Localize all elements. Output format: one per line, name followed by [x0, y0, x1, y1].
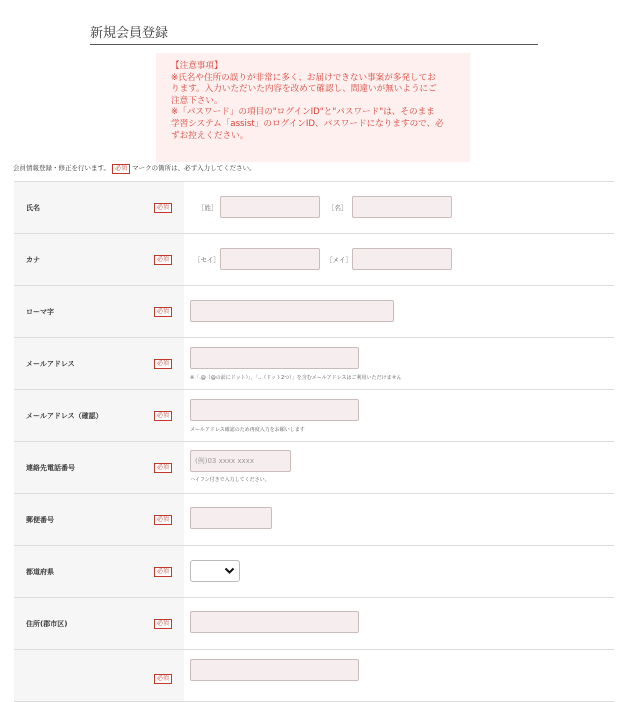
last-kana-prefix: ［セイ］: [194, 256, 220, 264]
required-badge: 必須: [154, 411, 172, 421]
form-row-next: [14, 650, 614, 702]
first-name-input[interactable]: [352, 196, 452, 218]
required-badge: 必須: [154, 619, 172, 629]
form-row-email: [14, 338, 614, 390]
notice-line: ※「パスワード」の項目の"ログインID"と"パスワード"は、そのまま: [171, 107, 435, 118]
form-row-name: [14, 182, 614, 234]
email-hint: ※「.@（@の前にドット）」、「..（ドット2つ）」を含むメールアドレスはご利用いただけません: [190, 375, 402, 381]
field-label: 氏名: [26, 203, 40, 212]
form-row-phone: [14, 442, 614, 494]
notice-box: [156, 53, 470, 162]
field-label: メールアドレス（確認）: [26, 411, 103, 420]
romaji-input[interactable]: [190, 300, 394, 322]
intro-text: [13, 162, 256, 174]
required-badge: 必須: [154, 674, 172, 684]
field-label: 住所(郡市区): [26, 619, 68, 628]
row-label-cell: [14, 546, 184, 597]
address-input[interactable]: [190, 659, 359, 681]
prefecture-select[interactable]: [190, 560, 240, 582]
required-badge: 必須: [154, 463, 172, 473]
required-badge: 必須: [154, 307, 172, 317]
email-confirm-hint: メールアドレス確認のため再度入力をお願いします: [190, 427, 305, 433]
notice-line: 学習システム「assist」のログインID、パスワードになりますので、必: [171, 118, 444, 129]
registration-form: [14, 181, 614, 702]
first-name-prefix: ［名］: [328, 204, 348, 212]
email-input[interactable]: [190, 347, 359, 369]
row-label-cell: [14, 598, 184, 649]
field-label: 連絡先電話番号: [26, 463, 75, 472]
chevron-down-icon: [224, 567, 235, 575]
notice-line: ずお控えください。: [171, 130, 249, 141]
field-label: カナ: [26, 255, 40, 264]
notice-line: 注意下さい。: [171, 95, 223, 106]
notice-line: ※氏名や住所の誤りが非常に多く、お届けできない事案が多発してお: [171, 72, 436, 83]
row-label-cell: [14, 338, 184, 389]
field-label: メールアドレス: [26, 359, 75, 368]
page-title: 新規会員登録: [90, 22, 538, 45]
intro-after: マークの箇所は、必ず入力してください。: [132, 164, 256, 172]
row-label-cell: [14, 234, 184, 285]
last-name-prefix: ［姓］: [198, 204, 218, 212]
form-row-postal: [14, 494, 614, 546]
required-badge: 必須: [154, 567, 172, 577]
first-kana-prefix: ［メイ］: [326, 256, 352, 264]
row-label-cell: [14, 286, 184, 337]
first-kana-input[interactable]: [352, 248, 452, 270]
row-label-cell: [14, 390, 184, 441]
form-row-prefecture: [14, 546, 614, 598]
required-badge: 必須: [154, 203, 172, 213]
postal-code-input[interactable]: [190, 507, 272, 529]
field-label: 郵便番号: [26, 515, 54, 524]
form-row-kana: [14, 234, 614, 286]
form-row-romaji: [14, 286, 614, 338]
row-label-cell: [14, 494, 184, 545]
row-label-cell: [14, 442, 184, 493]
row-label-cell: [14, 182, 184, 233]
required-badge: 必須: [154, 359, 172, 369]
required-badge: 必須: [112, 164, 130, 174]
city-input[interactable]: [190, 611, 359, 633]
form-row-city: [14, 598, 614, 650]
required-badge: 必須: [154, 255, 172, 265]
notice-line: 【注意事項】: [171, 61, 223, 71]
required-badge: 必須: [154, 515, 172, 525]
field-label: 都道府県: [26, 567, 54, 576]
form-row-email-confirm: [14, 390, 614, 442]
phone-hint: ハイフン付きで入力してください。: [190, 477, 270, 483]
email-confirm-input[interactable]: [190, 399, 359, 421]
intro-before: 会員情報登録・修正を行います。: [13, 164, 110, 172]
last-kana-input[interactable]: [220, 248, 320, 270]
last-name-input[interactable]: [220, 196, 320, 218]
field-label: ローマ字: [26, 307, 54, 316]
notice-line: ります。入力いただいた内容を改めて確認し、間違いが無いようにご: [171, 84, 437, 95]
row-label-cell: [14, 650, 184, 701]
phone-input[interactable]: [190, 450, 291, 472]
